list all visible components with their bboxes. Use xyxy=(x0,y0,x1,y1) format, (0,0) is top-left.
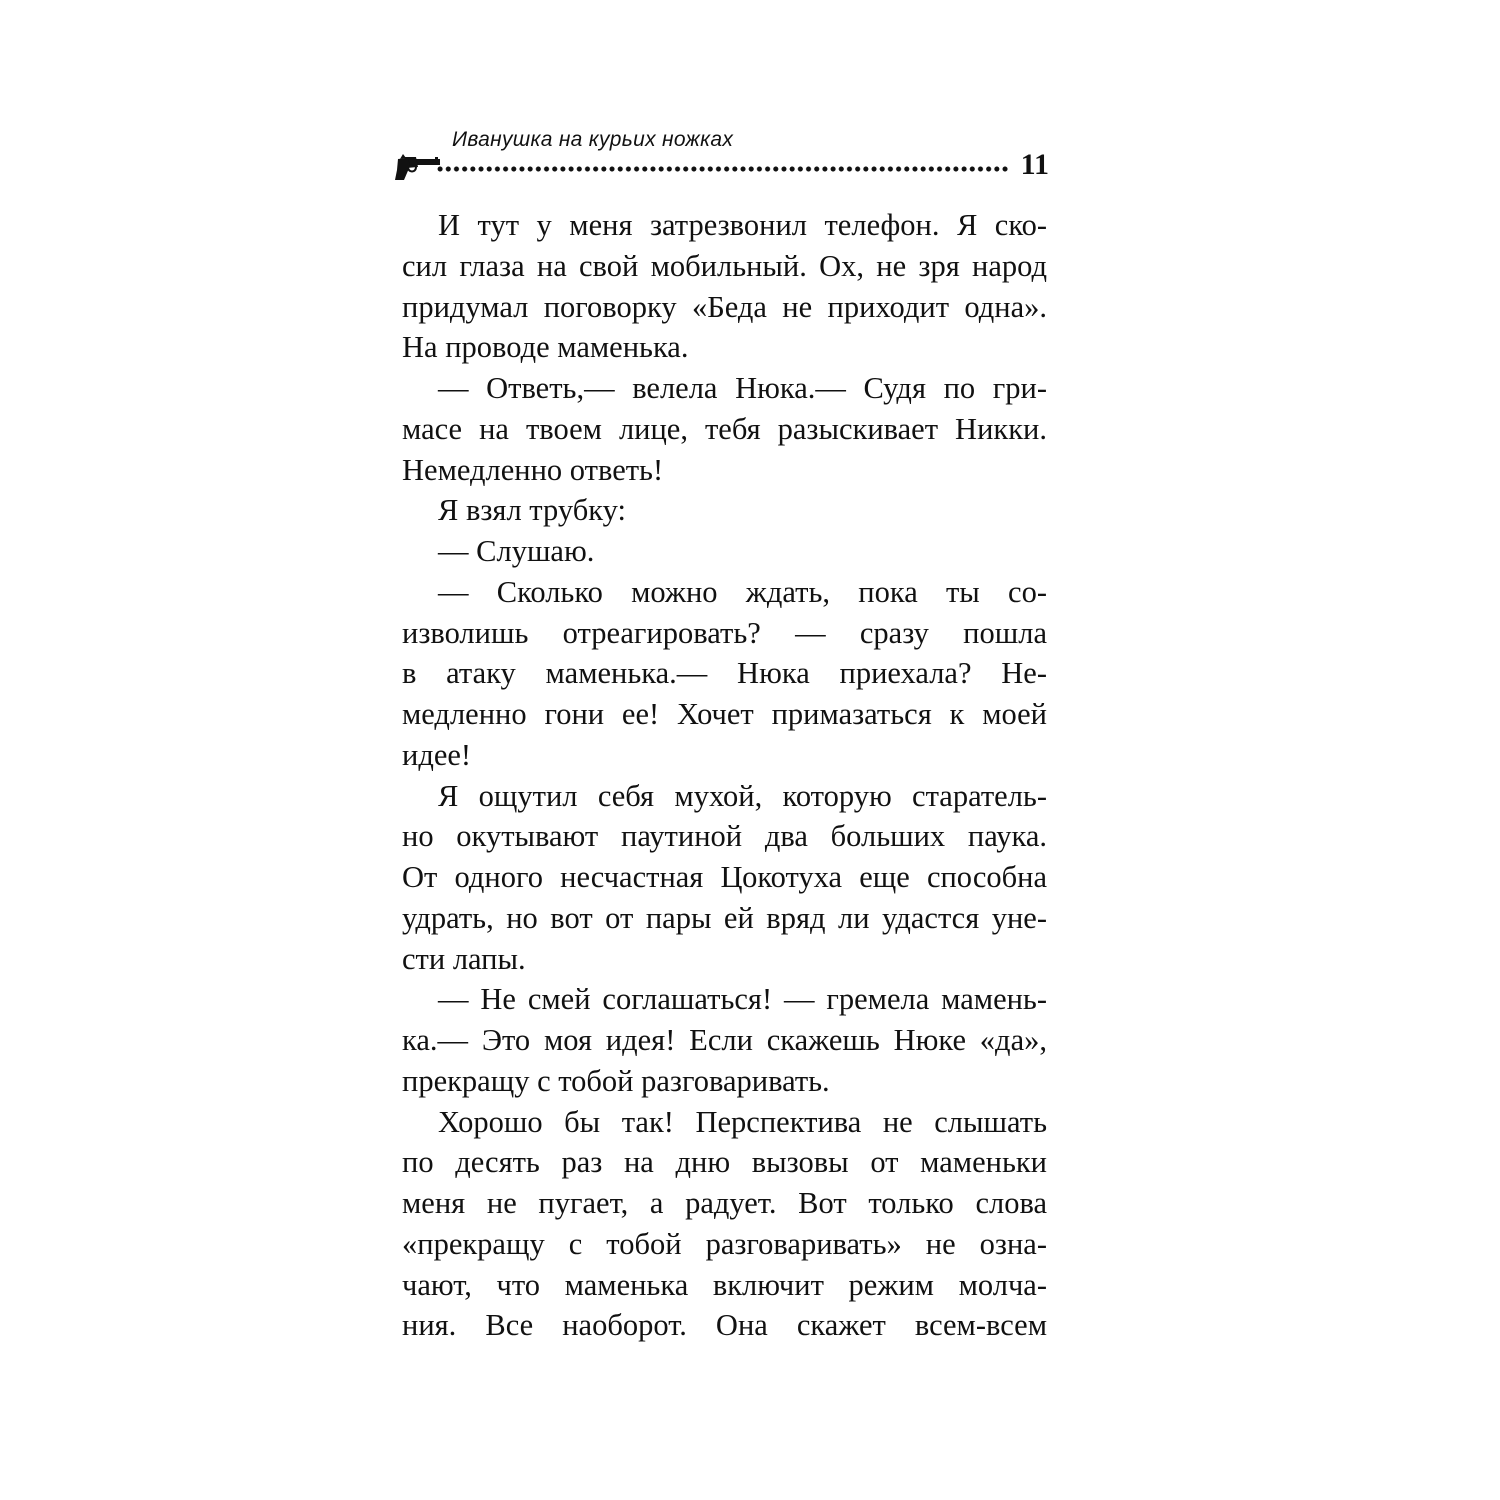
text-line: сил глаза на свой мобильный. Ох, не зря народ xyxy=(402,248,1047,283)
text-line: ния. Все наоборот. Она скажет всем-всем xyxy=(402,1308,1047,1343)
text-line: На проводе маменька. xyxy=(402,330,689,365)
text-line: И тут у меня затрезвонил телефон. Я ско- xyxy=(438,208,1047,242)
text-line: Немедленно ответь! xyxy=(402,452,664,487)
text-line: в атаку маменька.— Нюка приехала? Не- xyxy=(402,656,1047,691)
text-line: Я ощутил себя мухой, которую старатель- xyxy=(438,778,1047,813)
text-line: меня не пугает, а радует. Вот только слова xyxy=(402,1186,1047,1220)
page-number: 11 xyxy=(1020,148,1049,181)
text-line: ка.— Это моя идея! Если скажешь Нюке «да», xyxy=(402,1023,1047,1057)
text-line: идее! xyxy=(402,737,472,772)
text-line: но окутывают паутиной два больших паука. xyxy=(402,819,1047,854)
text-line: прекращу с тобой разговаривать. xyxy=(402,1063,830,1098)
text-line: изволишь отреагировать? — сразу пошла xyxy=(402,615,1047,650)
text-line: удрать, но вот от пары ей вряд ли удастся уне- xyxy=(402,900,1047,935)
text-line: От одного несчастная Цокотуха еще способна xyxy=(402,860,1047,894)
text-line: — Не смей соглашаться! — гремела мамень- xyxy=(438,982,1047,1017)
text-line: масе на твоем лице, тебя разыскивает Никки. xyxy=(402,411,1047,446)
text-line: — Сколько можно ждать, пока ты со- xyxy=(438,574,1047,609)
text-line: Я взял трубку: xyxy=(438,493,626,528)
text-line: придумал поговорку «Беда не приходит одна». xyxy=(402,289,1047,324)
dot-leader xyxy=(436,166,1009,172)
text-line: чают, что маменька включит режим молча- xyxy=(402,1267,1047,1302)
text-line: «прекращу с тобой разговаривать» не озна- xyxy=(402,1226,1047,1261)
body-text xyxy=(402,205,1047,1346)
text-line: медленно гони ее! Хочет примазаться к моей xyxy=(402,697,1047,731)
running-title: Иванушка на курьих ножках xyxy=(452,128,734,151)
text-line: — Слушаю. xyxy=(438,534,595,568)
page-header xyxy=(394,146,1049,186)
text-line: Хорошо бы так! Перспектива не слышать xyxy=(438,1104,1047,1139)
text-line: сти лапы. xyxy=(402,941,526,976)
revolver-icon xyxy=(394,150,440,182)
text-line: по десять раз на дню вызовы от маменьки xyxy=(402,1145,1047,1180)
text-line: — Ответь,— велела Нюка.— Судя по гри- xyxy=(438,371,1047,405)
